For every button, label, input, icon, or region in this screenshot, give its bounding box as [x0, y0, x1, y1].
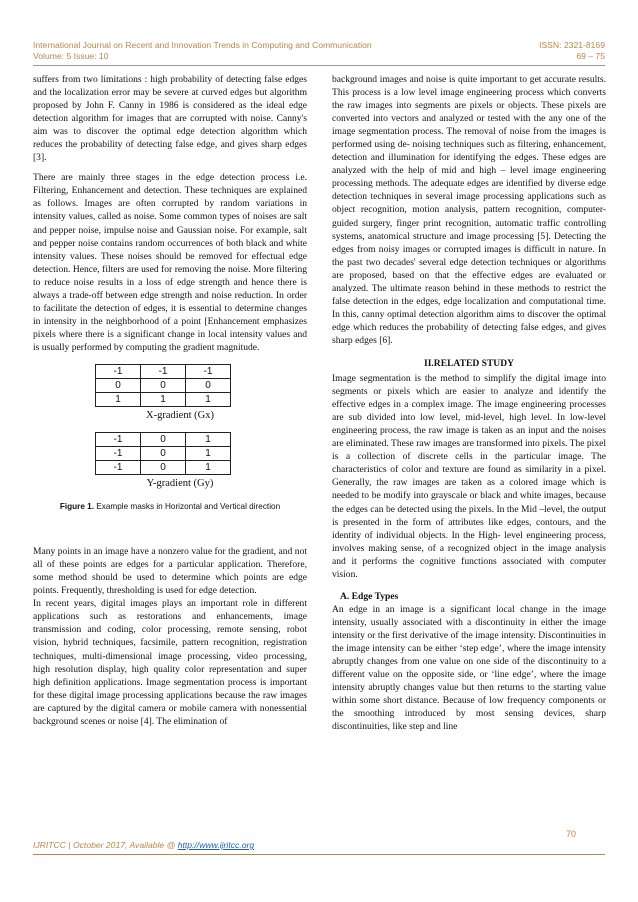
- issn: ISSN: 2321-8169: [539, 40, 605, 50]
- gx-label: X-gradient (Gx): [146, 409, 214, 421]
- header-rule: [33, 65, 605, 66]
- paragraph: background images and noise is quite important to get accurate results. This process is a low level image engineering process which converts the raw images into segments are pixels or objects. These pixels are converted into vectors and analyzed or tested with the any one of the image segmentation process. The removal of noise from the images is performed using de- noising techniques such as filtering, enhancement, detection and illumination for identifying the edges. These edges are analyzed with the help of mid and high – level image engineering processing methods. The adequate edges are identified by diverse edge detection techniques in several image processing applications such as object recognition, motion analysis, pattern recognition, computer- guided surgery, finger print recognition, automatic traffic controlling systems, anatomical structure and image processing [5]. Detecting the edges from noisy images or corrupted images is difficult in nature. In the past two decades' several edge detection techniques or algorithms are proposed, based on that the effective edges are evaluated or analyzed. The ultimate reason behind in these methods to restrict the false detection in the edges, edge localization and computational time. In this, canny optimal detection algorithm aims to discover the optimal edge which reduces the probability of detecting false edges, and gives sharp edges [6].: [332, 74, 606, 346]
- mask-cell: 1: [186, 461, 231, 475]
- mask-cell: 0: [141, 461, 186, 475]
- mask-cell: 0: [141, 378, 186, 392]
- mask-row: [96, 447, 231, 461]
- paragraph: An edge in an image is a significant local change in the image intensity, usually associated with a discontinuity in either the image intensity or the first derivative of the image intensity. Discontinuities in the image intensity can be either ‘step edge’, where the image intensity abruptly changes from one value on one side of the discontinuity to a different value on the opposite side, or ‘line edge’, where the image intensity abruptly changes value but then returns to the starting value within some short distance. Because of low frequency components or the smoothing introduced by most sensing devices, sharp discontinuities, like step and line: [332, 603, 606, 733]
- left-column: [33, 73, 307, 735]
- figure-1: [33, 364, 307, 513]
- journal-title: International Journal on Recent and Innovation Trends in Computing and Communication: [33, 40, 372, 50]
- mask-cell: -1: [141, 364, 186, 378]
- mask-cell: 0: [141, 447, 186, 461]
- mask-cell: 0: [96, 378, 141, 392]
- paragraph: suffers from two limitations : high probability of detecting false edges and the localization error may be severe at curved edges but algorithm proposed by John F. Canny in 1986 is considered as the ideal edge detection algorithm for images that are corrupted with noise. Canny's aim was to discover the optimal edge detection algorithm which reduces the probability of detecting false edge, and gives sharp edges [3].: [33, 74, 307, 164]
- volume-issue: Volume: 5 Issue: 10: [33, 51, 109, 61]
- mask-row: [96, 364, 231, 378]
- footer-rule: [33, 854, 605, 855]
- figure-caption: [33, 500, 307, 513]
- mask-row: [96, 392, 231, 406]
- paragraph: Many points in an image have a nonzero value for the gradient, and not all of these points are edges for a particular application. Therefore, some method should be used to determine which points are edge points. Frequently, thresholding is used for edge detection.: [33, 546, 307, 597]
- gy-mask: [95, 432, 231, 475]
- caption-label: Figure 1.: [59, 502, 94, 512]
- mask-cell: -1: [96, 447, 141, 461]
- section-heading: II.RELATED STUDY: [423, 357, 514, 369]
- mask-cell: 0: [141, 433, 186, 447]
- caption-text: Example masks in Horizontal and Vertical direction: [94, 502, 281, 512]
- journal-link[interactable]: http://www.ijritcc.org: [177, 840, 255, 850]
- page-footer: [33, 840, 254, 850]
- paragraph: There are mainly three stages in the edge detection process i.e. Filtering, Enhancement and detection. These techniques are explained as follows. Images are often corrupted by random variations in intensity values, called as noise. Some common types of noises are salt and pepper noise, impulse noise and Gaussian noise. For example, salt and pepper noise contains random occurrences of both black and white intensity values. These noises should be removed for effectual edge detection. Hence, filters are used for removing the noise. More filtering to reduce noise results in a loss of edge strength and hence there is always a trade-off between edge strength and noise reduction. In order to facilitate the detection of edges, it is essential to determine changes in intensity in the neighborhood of a point [Enhancement emphasizes pixels where there is a significant change in local intensity values and is usually performed by computing the gradient magnitude.: [33, 172, 307, 353]
- gy-label: Y-gradient (Gy): [146, 478, 214, 490]
- mask-cell: 1: [186, 433, 231, 447]
- paragraph: In recent years, digital images plays an important role in different applications such as restorations and enhancements, image transmission and coding, color processing, remote sensing, robot vision, hybrid techniques, facsimile, pattern recognition, registration techniques, multi-dimensional image processing, video processing, high resolution display, high quality color representation and super high definition applications. Image segmentation process is important for these digital image processing applications because the raw images are captured by the digital camera or mobile camera with nonessential background scenes or noise [4]. The elimination of: [33, 598, 307, 727]
- mask-cell: -1: [96, 461, 141, 475]
- page-range: 69 – 75: [576, 51, 605, 61]
- mask-cell: -1: [186, 364, 231, 378]
- mask-cell: 1: [186, 392, 231, 406]
- mask-row: [96, 461, 231, 475]
- right-column: [332, 73, 606, 740]
- mask-cell: 0: [186, 378, 231, 392]
- paragraph: Image segmentation is the method to simplify the digital image into segments or pixels which are easier to analyze and identify the effective edges in a complex image. The image engineering processes are sub divided into low level, mid-level, high level. In low-level engineering process, the raw image is taken as an input and the noises are eliminated. These raw images are transformed into pixels. The pixel is a collection of discrete cells in the particular image. The characteristics of color and texture are found as similarity in a pixel. Generally, the raw images are taken as a colored image which is needed to be modify into grayscale or black and white images, because the edges can be detected using the pixels. In the Mid –level, the output is presented in the form of attributes like edges, contours, and the identity of individual objects. In the High- level engineering process, involves making sense, of a recognized object in the image analysis and it performs the cognitive functions associated with computer vision.: [332, 373, 606, 580]
- mask-cell: 1: [96, 392, 141, 406]
- gx-mask: [95, 364, 231, 407]
- page-header: [33, 40, 605, 66]
- mask-cell: -1: [96, 364, 141, 378]
- mask-row: [96, 378, 231, 392]
- page-number: 70: [566, 829, 577, 839]
- subsection-heading: A. Edge Types: [340, 590, 399, 602]
- mask-cell: 1: [141, 392, 186, 406]
- mask-cell: -1: [96, 433, 141, 447]
- mask-cell: 1: [186, 447, 231, 461]
- footer-text: IJRITCC | October 2017, Available @: [33, 840, 178, 850]
- mask-row: [96, 433, 231, 447]
